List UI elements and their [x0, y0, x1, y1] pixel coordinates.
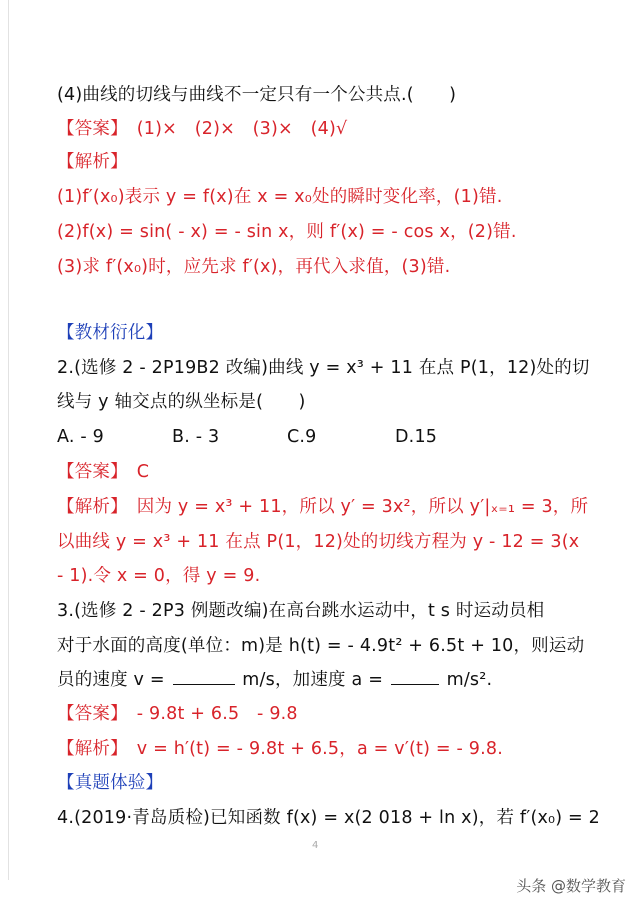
q3-prefix: 员的速度 v = — [57, 670, 171, 690]
analysis-1-heading: 【解析】 — [57, 152, 128, 172]
q3-line-1: 3.(选修 2 - 2P3 例题改编)在高台跳水运动中，t s 时运动员相 — [57, 601, 545, 621]
analysis-1-line-2: (2)f(x) = sin( - x) = - sin x，则 f′(x) = - cos x，(2)错. — [57, 222, 517, 242]
q2-line-1: 2.(选修 2 - 2P19B2 改编)曲线 y = x³ + 11 在点 P(1，12)处的切 — [57, 358, 590, 378]
q3-line-3 — [57, 667, 492, 693]
analysis-2-line-2: 以曲线 y = x³ + 11 在点 P(1，12)处的切线方程为 y - 12 = 3(x — [57, 532, 580, 552]
answer-3: 【答案】 - 9.8t + 6.5 - 9.8 — [57, 704, 298, 724]
q3-line-2: 对于水面的高度(单位：m)是 h(t) = - 4.9t² + 6.5t + 10，则运动 — [57, 636, 585, 656]
q2-line-2: 线与 y 轴交点的纵坐标是( ) — [57, 392, 306, 412]
analysis-2-line-1: 【解析】 因为 y = x³ + 11，所以 y′ = 3x²，所以 y′|ₓ₌₁ = 3，所 — [57, 497, 589, 517]
option-b: B. - 3 — [172, 427, 220, 447]
section-real-exam: 【真题体验】 — [57, 773, 164, 793]
option-c: C.9 — [287, 427, 317, 447]
velocity-blank — [173, 668, 235, 685]
page-edge-line — [8, 0, 9, 880]
watermark: 头条 @数学教育 — [516, 877, 626, 895]
answer-2: 【答案】 C — [57, 462, 150, 482]
option-d: D.15 — [395, 427, 438, 447]
page-number: 4 — [312, 840, 319, 851]
analysis-1-line-3: (3)求 f′(x₀)时，应先求 f′(x)，再代入求值，(3)错. — [57, 257, 451, 277]
analysis-1-line-1: (1)f′(x₀)表示 y = f(x)在 x = x₀处的瞬时变化率，(1)错. — [57, 187, 503, 207]
q2-options — [57, 424, 437, 450]
q1-part4: (4)曲线的切线与曲线不一定只有一个公共点.( ) — [57, 85, 457, 105]
q3-suffix: m/s². — [440, 670, 493, 690]
analysis-2-line-3: - 1).令 x = 0，得 y = 9. — [57, 566, 261, 586]
option-a: A. - 9 — [57, 427, 105, 447]
section-textbook: 【教材衍化】 — [57, 323, 164, 343]
q3-mid: m/s，加速度 a = — [236, 670, 389, 690]
q4-line-1: 4.(2019·青岛质检)已知函数 f(x) = x(2 018 + ln x)，若 f′(x₀) = 2 — [57, 808, 600, 828]
answer-1: 【答案】 (1)× (2)× (3)× (4)√ — [57, 119, 348, 139]
analysis-3: 【解析】 v = h′(t) = - 9.8t + 6.5，a = v′(t) = - 9.8. — [57, 739, 503, 759]
acceleration-blank — [391, 668, 439, 685]
